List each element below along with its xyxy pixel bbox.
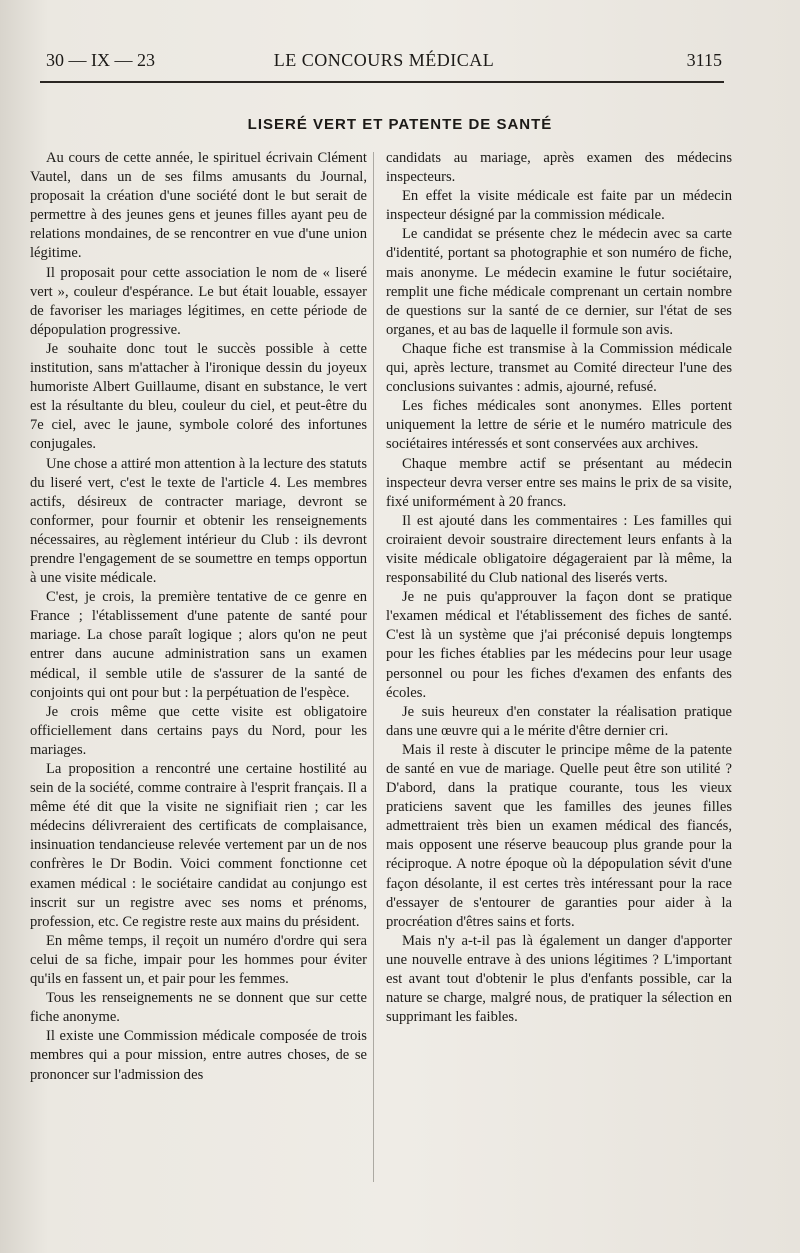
paragraph: Il proposait pour cette association le nom de « liseré vert », couleur d'espérance. Le but était louable, essayer de favoriser les mariages légitimes, en cette période de dépopulation progressive. [30, 264, 367, 338]
paragraph: Je ne puis qu'approuver la façon dont se pratique l'examen médical et l'établissement des fiches de santé. C'est là un système que j'ai préconisé depuis longtemps pour les fiches établies par les médecins pour leur usage personnel ou pour les fiches d'examen des enfants des écoles. [386, 589, 732, 701]
paragraph: Je suis heureux d'en constater la réalisation pratique dans une œuvre qui a le mérite d'être dernier cri. [386, 703, 732, 739]
paragraph: Je crois même que cette visite est obligatoire officiellement dans certains pays du Nord, pour les mariages. [30, 703, 367, 758]
issue-date: 30 — IX — 23 [46, 50, 155, 70]
left-column [30, 149, 367, 1085]
paragraph: Chaque membre actif se présentant au médecin inspecteur devra verser entre ses mains le prix de sa visite, fixé uniformément à 20 francs. [386, 455, 732, 510]
paragraph: Il existe une Commission médicale composée de trois membres qui a pour mission, entre autres choses, de se prononcer sur l'admission des [30, 1028, 367, 1083]
paragraph: Il est ajouté dans les commentaires : Les familles qui croiraient devoir soustraire directement leurs enfants à la visite médicale obligatoire dégageraient par là même, la responsabilité du Club national des liserés verts. [386, 512, 732, 587]
paragraph: Tous les renseignements ne se donnent que sur cette fiche anonyme. [30, 990, 367, 1026]
paragraph: Je souhaite donc tout le succès possible à cette institution, sans m'attacher à l'ironique dessin du joyeux humoriste Albert Guillaume, disant en substance, le vert est la résultante du bleu, couleur du ciel, et peut-être du 7e ciel, avec le jaune, symbole coloré des infortunes conjugales. [30, 340, 367, 453]
paragraph: En effet la visite médicale est faite par un médecin inspecteur désigné par la commission médicale. [386, 188, 732, 224]
paragraph: Les fiches médicales sont anonymes. Elles portent uniquement la lettre de série et le numéro matricule des sociétaires intéressés et sont conservées aux archives. [386, 398, 732, 453]
column-divider [373, 152, 374, 1182]
page-number: 3115 [686, 50, 722, 70]
paragraph: Le candidat se présente chez le médecin avec sa carte d'identité, portant sa photographie et son numéro de fiche, mais anonyme. Le médecin examine le futur sociétaire, remplit une fiche médicale comprenant un certain nombre de questions sur la santé de ce dernier, sur l'état de ses organes, et au bas de laquelle il formule son avis. [386, 226, 732, 338]
article-title: LISERÉ VERT ET PATENTE DE SANTÉ [247, 116, 553, 133]
paragraph: Chaque fiche est transmise à la Commission médicale qui, après lecture, transmet au Comité directeur l'une des conclusions suivantes : admis, ajourné, refusé. [386, 340, 732, 396]
paragraph: Au cours de cette année, le spirituel écrivain Clément Vautel, dans un de ses films amusants du Journal, proposait la création d'une société dont le but serait de permettre à des jeunes gens et jeunes filles ayant peu de relations mondaines, de se rencontrer en vue d'une union légitime. [30, 150, 367, 262]
header-rule [40, 81, 724, 83]
paragraph: Mais n'y a-t-il pas là également un danger d'apporter une nouvelle entrave à des unions légitimes ? L'important est avant tout d'obtenir le plus d'enfants possible, car la nature se charge, malgré nous, de pratiquer la sélection en supprimant les faibles. [386, 932, 732, 1026]
paragraph: La proposition a rencontré une certaine hostilité au sein de la société, comme contraire à l'esprit français. Il a même été dit que la visite ne signifiait rien ; car les médecins délivreraient des certificats de complaisance, insinuation tendancieuse relevée vertement par un de nos confrères le Dr Bodin. Voici comment fonctionne cet examen médical : le sociétaire candidat au conjungo est inscrit sur un registre avec ses noms et prénoms, profession, etc. Ce registre reste aux mains du président. [30, 761, 367, 930]
paragraph: En même temps, il reçoit un numéro d'ordre qui sera celui de sa fiche, impair pour les hommes pour éviter qu'ils en fassent un, et pair pour les femmes. [30, 932, 367, 988]
paragraph: C'est, je crois, la première tentative de ce genre en France ; l'établissement d'une patente de santé pour mariage. La chose paraît logique ; alors qu'on ne peut entrer dans aucune administration sans un examen médical, il semble utile de s'assurer de la santé de conjoints qui ont pour but : la perpétuation de l'espèce. [30, 589, 367, 701]
paragraph: Une chose a attiré mon attention à la lecture des statuts du liseré vert, c'est le texte de l'article 4. Les membres actifs, désireux de contracter mariage, devront se conformer, pour fournir et obtenir les renseignements nécessaires, au règlement intérieur du Club : ils devront prendre l'engagement de se soumettre en temps opportun à une visite médicale. [30, 455, 367, 587]
page-header [46, 50, 722, 76]
paragraph: candidats au mariage, après examen des médecins inspecteurs. [386, 150, 732, 186]
journal-name: LE CONCOURS MÉDICAL [273, 50, 495, 70]
paragraph: Mais il reste à discuter le principe même de la patente de santé en vue de mariage. Quelle peut être son utilité ? D'abord, dans la pratique courante, tous les vieux praticiens savent que les familles des jeunes filles admettraient très bien un examen médical des fiancés, mais opposent une réserve beaucoup plus grande pour la réciproque. A notre époque où la dépopulation sévit d'une façon désolante, il est certes très intéressant pour la race d'essayer de s'entourer de garanties pour aider à la procréation d'êtres sains et forts. [386, 741, 732, 930]
right-column [386, 149, 732, 1027]
